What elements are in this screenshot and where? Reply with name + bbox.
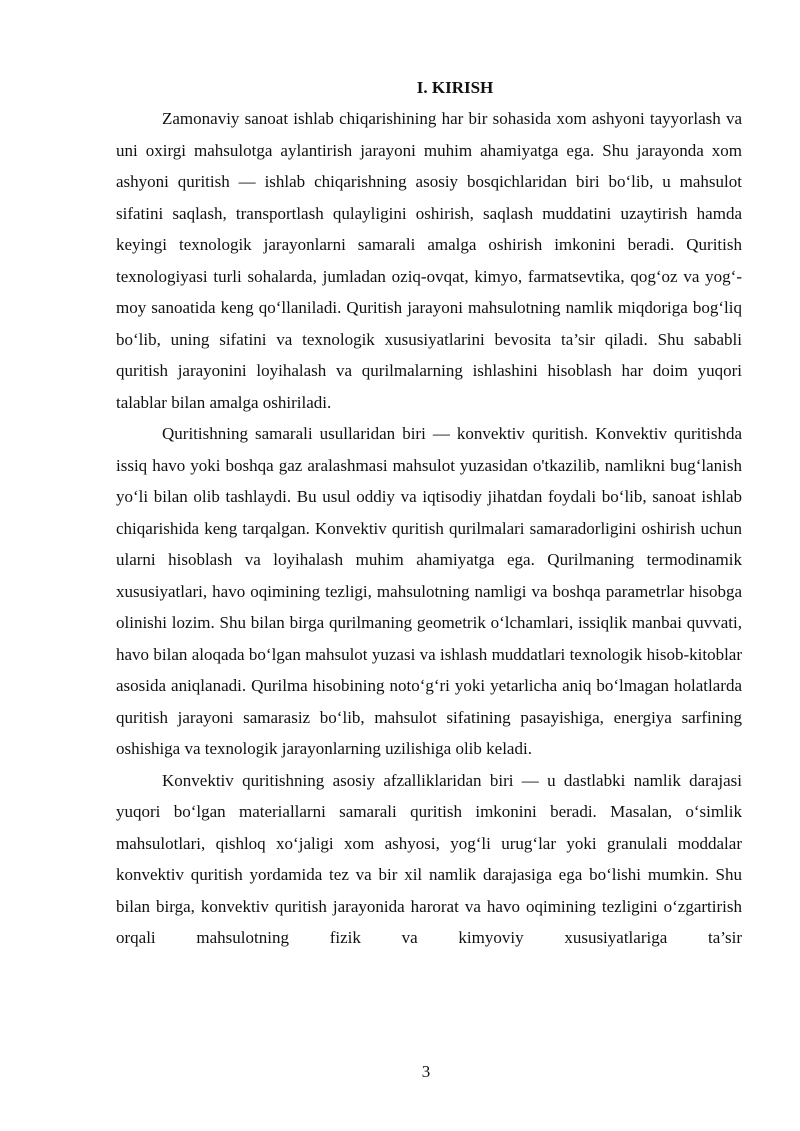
section-heading: I. KIRISH (416, 78, 494, 97)
paragraph-1: Zamonaviy sanoat ishlab chiqarishining har bir sohasida xom ashyoni tayyorlash va uni oxirgi mahsulotga aylantirish jarayoni muhim ahamiyatga ega. Shu jarayonda xom ashyoni quritish — ishlab chiqarishning asosiy bosqichlaridan biri bo‘lib, u mahsulot sifatini saqlash, transportlash qulayligini oshirish, saqlash muddatini uzaytirish hamda keyingi texnologik jarayonlarni samarali amalga oshirish imkonini beradi. Quritish texnologiyasi turli sohalarda, jumladan oziq-ovqat, kimyo, farmatsevtika, qog‘oz va yog‘-moy sanoatida keng qo‘llaniladi. Quritish jarayoni mahsulotning namlik miqdoriga bog‘liq bo‘lib, uning sifatini va texnologik xususiyatlarini bevosita ta’sir qiladi. Shu sababli quritish jarayonini loyihalash va qurilmalarning ishlashini hisoblash har doim yuqori talablar bilan amalga oshiriladi. (116, 109, 742, 412)
page-number: 3 (421, 1062, 431, 1081)
paragraph-2: Quritishning samarali usullaridan biri — konvektiv quritish. Konvektiv quritishda issiq havo yoki boshqa gaz aralashmasi mahsulot yuzasidan o'tkazilib, namlikni bug‘lanish yo‘li bilan olib tashlaydi. Bu usul oddiy va iqtisodiy jihatdan foydali bo‘lib, sanoat ishlab chiqarishida keng tarqalgan. Konvektiv quritish qurilmalari samaradorligini oshirish uchun ularni hisoblash va loyihalash muhim ahamiyatga ega. Qurilmaning termodinamik xususiyatlari, havo oqimining tezligi, mahsulotning namligi va boshqa parametrlar hisobga olinishi lozim. Shu bilan birga qurilmaning geometrik o‘lchamlari, issiqlik manbai quvvati, havo bilan aloqada bo‘lgan mahsulot yuzasi va ishlash muddatlari texnologik hisob-kitoblar asosida aniqlanadi. Qurilma hisobining noto‘g‘ri yoki yetarlicha aniq bo‘lmagan holatlarda quritish jarayoni samarasiz bo‘lib, mahsulot sifatining pasayishiga, energiya sarfining oshishiga va texnologik jarayonlarning uzilishiga olib keladi. (116, 424, 742, 758)
paragraph-3: Konvektiv quritishning asosiy afzalliklaridan biri — u dastlabki namlik darajasi yuqori bo‘lgan materiallarni samarali quritish imkonini beradi. Masalan, o‘simlik mahsulotlari, qishloq xo‘jaligi xom ashyosi, yog‘li urug‘lar yoki granulali moddalar konvektiv quritish yordamida tez va bir xil namlik darajasiga ega bo‘lishi mumkin. Shu bilan birga, konvektiv quritish jarayonida harorat va havo oqimining tezligini o‘zgartirish orqali mahsulotning fizik va kimyoviy xususiyatlariga ta’sir (116, 770, 742, 947)
page-content (116, 72, 742, 954)
